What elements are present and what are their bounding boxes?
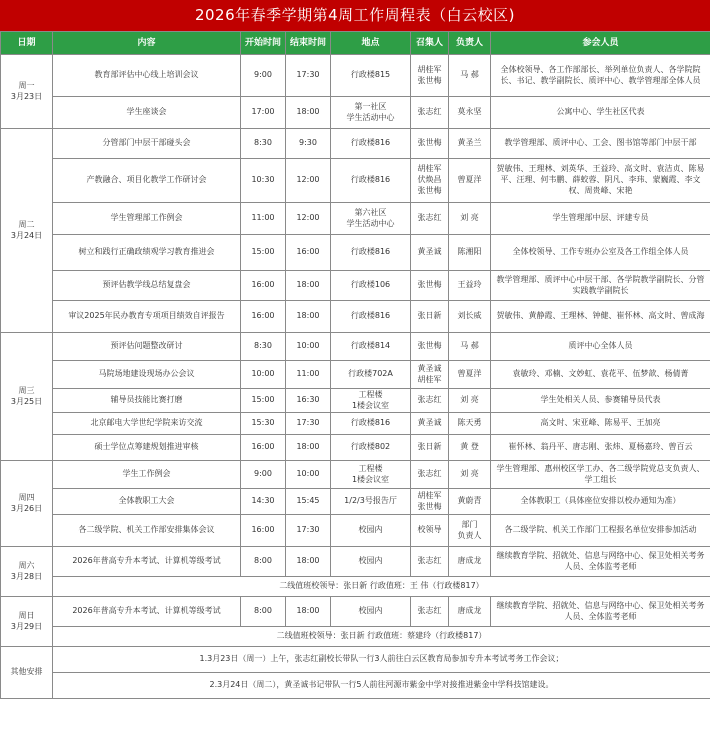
table-row (1, 97, 710, 129)
end-time: 12:00 (286, 159, 331, 203)
start-time: 9:00 (241, 461, 286, 489)
owner: 曾夏洋 (449, 159, 491, 203)
end-time: 18:00 (286, 271, 331, 301)
location: 行政楼816 (331, 413, 411, 435)
day-label: 周一 3月23日 (1, 55, 53, 129)
attendees: 全体教职工（具体座位安排以校办通知为准） (491, 489, 710, 515)
location: 第六社区 学生活动中心 (331, 203, 411, 235)
end-time: 11:00 (286, 361, 331, 389)
attendees: 继续教育学院、招就处、信息与网络中心、保卫处相关考务人员、全体监考老师 (491, 547, 710, 577)
table-row (1, 129, 710, 159)
convener: 张世梅 (411, 129, 449, 159)
table-row (1, 203, 710, 235)
table-row (1, 597, 710, 627)
owner: 黄蔚青 (449, 489, 491, 515)
table-row (1, 55, 710, 97)
table-row (1, 435, 710, 461)
start-time: 8:00 (241, 547, 286, 577)
end-time: 10:00 (286, 333, 331, 361)
day-label: 周日 3月29日 (1, 597, 53, 647)
end-time: 10:00 (286, 461, 331, 489)
location: 校园内 (331, 547, 411, 577)
convener: 张日新 (411, 435, 449, 461)
location: 第一社区 学生活动中心 (331, 97, 411, 129)
table-row (1, 461, 710, 489)
owner: 唐成龙 (449, 597, 491, 627)
table-row (1, 515, 710, 547)
owner: 刘长威 (449, 301, 491, 333)
location: 校园内 (331, 515, 411, 547)
duty-info: 二线值班校领导：张日新 行政值班：王 伟（行政楼817） (53, 577, 710, 597)
start-time: 11:00 (241, 203, 286, 235)
convener: 胡桂军 张世梅 (411, 489, 449, 515)
location: 行政楼816 (331, 159, 411, 203)
convener: 张志红 (411, 547, 449, 577)
attendees: 教学管理部、质评中心中层干部、各学院教学副院长、分管实践教学副院长 (491, 271, 710, 301)
owner: 黄 登 (449, 435, 491, 461)
convener: 张世梅 (411, 271, 449, 301)
header-start: 开始时间 (241, 32, 286, 55)
event-content: 预评估问题整改研讨 (53, 333, 241, 361)
start-time: 16:00 (241, 301, 286, 333)
table-row (1, 159, 710, 203)
start-time: 14:30 (241, 489, 286, 515)
location: 行政楼816 (331, 129, 411, 159)
location: 行政楼802 (331, 435, 411, 461)
owner: 刘 亮 (449, 461, 491, 489)
convener: 张志红 (411, 97, 449, 129)
convener: 黄圣诚 (411, 413, 449, 435)
attendees: 学生管理部、惠州校区学工办、各二级学院党总支负责人、学工组长 (491, 461, 710, 489)
table-row (1, 361, 710, 389)
event-content: 教育部评估中心线上培训会议 (53, 55, 241, 97)
attendees: 贺敏伟、王理林、刘英华、王益玲、高文时、袁洁贞、陈易平、汪理、何韦鹏、薛蛟蓉、阴凡、李玮、蒙巍霞、李文权、周贵峰、宋艳 (491, 159, 710, 203)
location: 行政楼815 (331, 55, 411, 97)
end-time: 12:00 (286, 203, 331, 235)
location: 工程楼 1楼会议室 (331, 461, 411, 489)
owner: 曾夏洋 (449, 361, 491, 389)
table-row (1, 547, 710, 577)
header-owner: 负责人 (449, 32, 491, 55)
other-row (1, 673, 710, 699)
event-content: 产教融合、项目化教学工作研讨会 (53, 159, 241, 203)
attendees: 崔怀林、翁丹平、唐志刚、张炜、夏杨嘉玲、曾百云 (491, 435, 710, 461)
start-time: 16:00 (241, 515, 286, 547)
end-time: 16:00 (286, 235, 331, 271)
day-label: 周三 3月25日 (1, 333, 53, 461)
table-row (1, 413, 710, 435)
start-time: 16:00 (241, 435, 286, 461)
end-time: 17:30 (286, 413, 331, 435)
start-time: 16:00 (241, 271, 286, 301)
attendees: 全体校领导、各工作部部长、举列单位负责人、各学院院长、书记、教学副院长、质评中心、教学管理部全体人员 (491, 55, 710, 97)
location: 校园内 (331, 597, 411, 627)
convener: 张日新 (411, 301, 449, 333)
convener: 胡桂军 张世梅 (411, 55, 449, 97)
header-content: 内容 (53, 32, 241, 55)
end-time: 16:30 (286, 389, 331, 413)
event-content: 北京邮电大学世纪学院来访交流 (53, 413, 241, 435)
duty-row (1, 627, 710, 647)
attendees: 继续教育学院、招就处、信息与网络中心、保卫处相关考务人员、全体监考老师 (491, 597, 710, 627)
start-time: 10:00 (241, 361, 286, 389)
owner: 马 郝 (449, 333, 491, 361)
header-date: 日期 (1, 32, 53, 55)
end-time: 18:00 (286, 547, 331, 577)
event-content: 硕士学位点筹建规划推进审核 (53, 435, 241, 461)
attendees: 教学管理部、质评中心、工会、图书馆等部门中层干部 (491, 129, 710, 159)
location: 1/2/3号报告厅 (331, 489, 411, 515)
event-content: 各二级学院、机关工作部安排集体会议 (53, 515, 241, 547)
attendees: 袁敏玲、邓楠、文妙虹、袁花平、伍梦歆、杨倩菁 (491, 361, 710, 389)
header-row (1, 32, 710, 55)
event-content: 2026年普高专升本考试、计算机等级考试 (53, 547, 241, 577)
end-time: 9:30 (286, 129, 331, 159)
attendees: 公寓中心、学生社区代表 (491, 97, 710, 129)
convener: 张世梅 (411, 333, 449, 361)
header-convener: 召集人 (411, 32, 449, 55)
start-time: 15:00 (241, 389, 286, 413)
convener: 黄圣诚 (411, 235, 449, 271)
attendees: 质评中心全体人员 (491, 333, 710, 361)
start-time: 8:30 (241, 129, 286, 159)
location: 工程楼 1楼会议室 (331, 389, 411, 413)
schedule-table (0, 31, 710, 699)
convener: 胡桂军 伏焕昌 张世梅 (411, 159, 449, 203)
event-content: 审议2025年民办教育专项项目绩效自评报告 (53, 301, 241, 333)
header-end: 结束时间 (286, 32, 331, 55)
event-content: 全体教职工大会 (53, 489, 241, 515)
start-time: 17:00 (241, 97, 286, 129)
convener: 张志红 (411, 389, 449, 413)
duty-info: 二线值班校领导：张日新 行政值班：蔡建玲（行政楼817） (53, 627, 710, 647)
location: 行政楼106 (331, 271, 411, 301)
end-time: 15:45 (286, 489, 331, 515)
event-content: 树立和践行正确政绩观学习教育推进会 (53, 235, 241, 271)
duty-row (1, 577, 710, 597)
start-time: 15:00 (241, 235, 286, 271)
location: 行政楼816 (331, 301, 411, 333)
table-row (1, 489, 710, 515)
owner: 陈湘阳 (449, 235, 491, 271)
start-time: 9:00 (241, 55, 286, 97)
owner: 刘 亮 (449, 203, 491, 235)
attendees: 各二级学院、机关工作部门工程报名单位安排参加活动 (491, 515, 710, 547)
end-time: 18:00 (286, 435, 331, 461)
event-content: 学生座谈会 (53, 97, 241, 129)
table-row (1, 301, 710, 333)
convener: 张志红 (411, 203, 449, 235)
convener: 张志红 (411, 461, 449, 489)
owner: 刘 亮 (449, 389, 491, 413)
header-attendees: 参会人员 (491, 32, 710, 55)
owner: 唐成龙 (449, 547, 491, 577)
convener: 校领导 (411, 515, 449, 547)
attendees: 学生处相关人员、参赛辅导员代表 (491, 389, 710, 413)
attendees: 高文时、宋亚峰、陈易平、王加亮 (491, 413, 710, 435)
event-content: 分管部门中层干部碰头会 (53, 129, 241, 159)
location: 行政楼814 (331, 333, 411, 361)
event-content: 辅导员技能比赛打磨 (53, 389, 241, 413)
event-content: 预评估教学线总结复盘会 (53, 271, 241, 301)
start-time: 8:00 (241, 597, 286, 627)
other-label: 其他安排 (1, 647, 53, 699)
owner: 陈天勇 (449, 413, 491, 435)
location: 行政楼816 (331, 235, 411, 271)
event-content: 学生工作例会 (53, 461, 241, 489)
start-time: 15:30 (241, 413, 286, 435)
owner: 马 郝 (449, 55, 491, 97)
end-time: 18:00 (286, 597, 331, 627)
end-time: 17:30 (286, 55, 331, 97)
end-time: 17:30 (286, 515, 331, 547)
start-time: 8:30 (241, 333, 286, 361)
day-label: 周二 3月24日 (1, 129, 53, 333)
day-label: 周四 3月26日 (1, 461, 53, 547)
table-row (1, 235, 710, 271)
end-time: 18:00 (286, 301, 331, 333)
table-row (1, 389, 710, 413)
attendees: 学生管理部中层、评建专员 (491, 203, 710, 235)
owner: 王益玲 (449, 271, 491, 301)
location: 行政楼702A (331, 361, 411, 389)
owner: 莫永坚 (449, 97, 491, 129)
convener: 黄圣诚 胡桂军 (411, 361, 449, 389)
other-item: 2.3月24日（周二），黄圣诚书记带队一行5人前往河源市紫金中学对接推进紫金中学科技馆建设。 (53, 673, 710, 699)
start-time: 10:30 (241, 159, 286, 203)
header-location: 地点 (331, 32, 411, 55)
attendees: 全体校领导、工作专班办公室及各工作组全体人员 (491, 235, 710, 271)
owner: 黄圣兰 (449, 129, 491, 159)
table-row (1, 333, 710, 361)
event-content: 2026年普高专升本考试、计算机等级考试 (53, 597, 241, 627)
other-item: 1.3月23日（周一）上午，张志红副校长带队一行3人前往白云区教育局参加专升本考试考务工作会议； (53, 647, 710, 673)
owner: 部门 负责人 (449, 515, 491, 547)
end-time: 18:00 (286, 97, 331, 129)
other-row (1, 647, 710, 673)
table-row (1, 271, 710, 301)
attendees: 贺敏伟、黄静霞、王理林、钟健、崔怀林、高文时、曾成海 (491, 301, 710, 333)
day-label: 周六 3月28日 (1, 547, 53, 597)
convener: 张志红 (411, 597, 449, 627)
event-content: 学生管理部工作例会 (53, 203, 241, 235)
event-content: 马院场地建设现场办公会议 (53, 361, 241, 389)
page-title: 2026年春季学期第4周工作周程表（白云校区) (0, 0, 710, 31)
